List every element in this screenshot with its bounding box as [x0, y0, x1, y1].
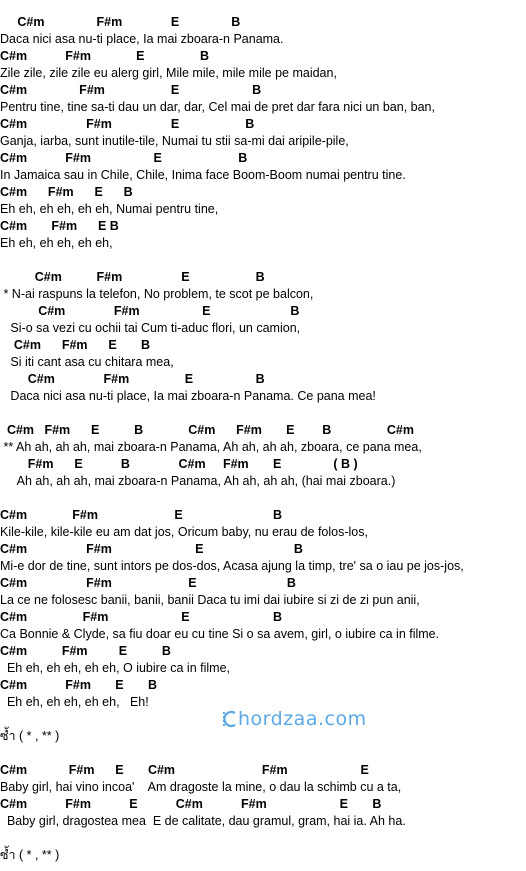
chord-line: C#m F#m E C#m F#m E: [0, 763, 369, 777]
lyric-line: ** Ah ah, ah ah, mai zboara-n Panama, Ah ah, ah ah, zboara, ce pana mea,: [0, 440, 422, 454]
chord-line: C#m F#m E B: [0, 304, 300, 318]
lyric-line: Zile zile, zile zile eu alerg girl, Mile mile, mile mile pe maidan,: [0, 66, 337, 80]
chord-line: C#m F#m E C#m F#m E B: [0, 797, 382, 811]
lyric-line: Si-o sa vezi cu ochii tai Cum ti-aduc flori, un camion,: [0, 321, 301, 335]
lyric-line: Daca nici asa nu-ti place, Ia mai zboara-n Panama.: [0, 32, 284, 46]
lyric-line: Pentru tine, tine sa-ti dau un dar, dar, Cel mai de pret dar fara nici un ban, ban,: [0, 100, 435, 114]
chord-line: C#m F#m E B: [0, 117, 255, 131]
watermark-text: hordzaa.com: [238, 708, 367, 730]
chord-line: C#m F#m E B: [0, 338, 151, 352]
blank-line: [0, 252, 526, 269]
lyric-line: Eh eh, eh eh, eh eh, O iubire ca in filme,: [0, 661, 230, 675]
lyric-line: Eh eh, eh eh, eh eh, Eh!: [0, 695, 149, 709]
lyric-line: ซ้ำ ( * , ** ): [0, 729, 60, 743]
lyric-line: Kile-kile, kile-kile eu am dat jos, Oricum baby, nu erau de folos-los,: [0, 525, 368, 539]
blank-line: [0, 745, 526, 762]
blank-line: [0, 490, 526, 507]
chord-line: C#m F#m E B: [0, 644, 171, 658]
lyric-line: Baby girl, dragostea mea E de calitate, dau gramul, gram, hai ia. Ah ha.: [0, 814, 406, 828]
chord-line: C#m F#m E B: [0, 542, 303, 556]
chord-line: C#m F#m E B: [0, 151, 248, 165]
chord-line: C#m F#m E B: [0, 576, 296, 590]
lyric-line: Eh eh, eh eh, eh eh,: [0, 236, 113, 250]
lyric-line: * N-ai raspuns la telefon, No problem, te scot pe balcon,: [0, 287, 314, 301]
chord-line: C#m F#m E B: [0, 610, 283, 624]
lyric-line: Ca Bonnie & Clyde, sa fiu doar eu cu tine Si o sa avem, girl, o iubire ca in filme.: [0, 627, 440, 641]
lyric-line: Ganja, iarba, sunt inutile-tile, Numai tu stii sa-mi dai aripile-pile,: [0, 134, 349, 148]
chord-line: C#m F#m E B: [0, 219, 119, 233]
watermark-logo: [222, 705, 422, 733]
lyric-line: Mi-e dor de tine, sunt intors pe dos-dos, Acasa ajung la timp, tre' sa o iau pe jos-jos,: [0, 559, 464, 573]
chord-line: C#m F#m E B: [0, 15, 241, 29]
chord-line: C#m F#m E B: [0, 49, 210, 63]
chord-line: C#m F#m E B: [0, 372, 265, 386]
chord-line: C#m F#m E B: [0, 83, 262, 97]
lyric-line: Si iti cant asa cu chitara mea,: [0, 355, 174, 369]
lyric-line: ซ้ำ ( * , ** ): [0, 848, 60, 862]
lyric-line: Eh eh, eh eh, eh eh, Numai pentru tine,: [0, 202, 219, 216]
chord-line: C#m F#m E B: [0, 270, 265, 284]
blank-line: [0, 405, 526, 422]
lyric-line: In Jamaica sau in Chile, Chile, Inima face Boom-Boom numai pentru tine.: [0, 168, 406, 182]
lyric-line: Ah ah, ah ah, mai zboara-n Panama, Ah ah, ah ah, (hai mai zboara.): [0, 474, 396, 488]
blank-line: [0, 830, 526, 847]
chord-line: F#m E B C#m F#m E ( B ): [0, 457, 358, 471]
chord-line: C#m F#m E B C#m F#m E B C#m: [0, 423, 414, 437]
chord-line: C#m F#m E B: [0, 508, 283, 522]
chordzaa-logo-icon: [222, 709, 236, 729]
chord-line: C#m F#m E B: [0, 185, 133, 199]
lyric-line: La ce ne folosesc banii, banii, banii Daca tu imi dai iubire si zi de zi pun anii,: [0, 593, 420, 607]
lyric-line: Baby girl, hai vino incoa' Am dragoste la mine, o dau la schimb cu a ta,: [0, 780, 402, 794]
chord-line: C#m F#m E B: [0, 678, 157, 692]
lyric-line: Daca nici asa nu-ti place, Ia mai zboara-n Panama. Ce pana mea!: [0, 389, 376, 403]
